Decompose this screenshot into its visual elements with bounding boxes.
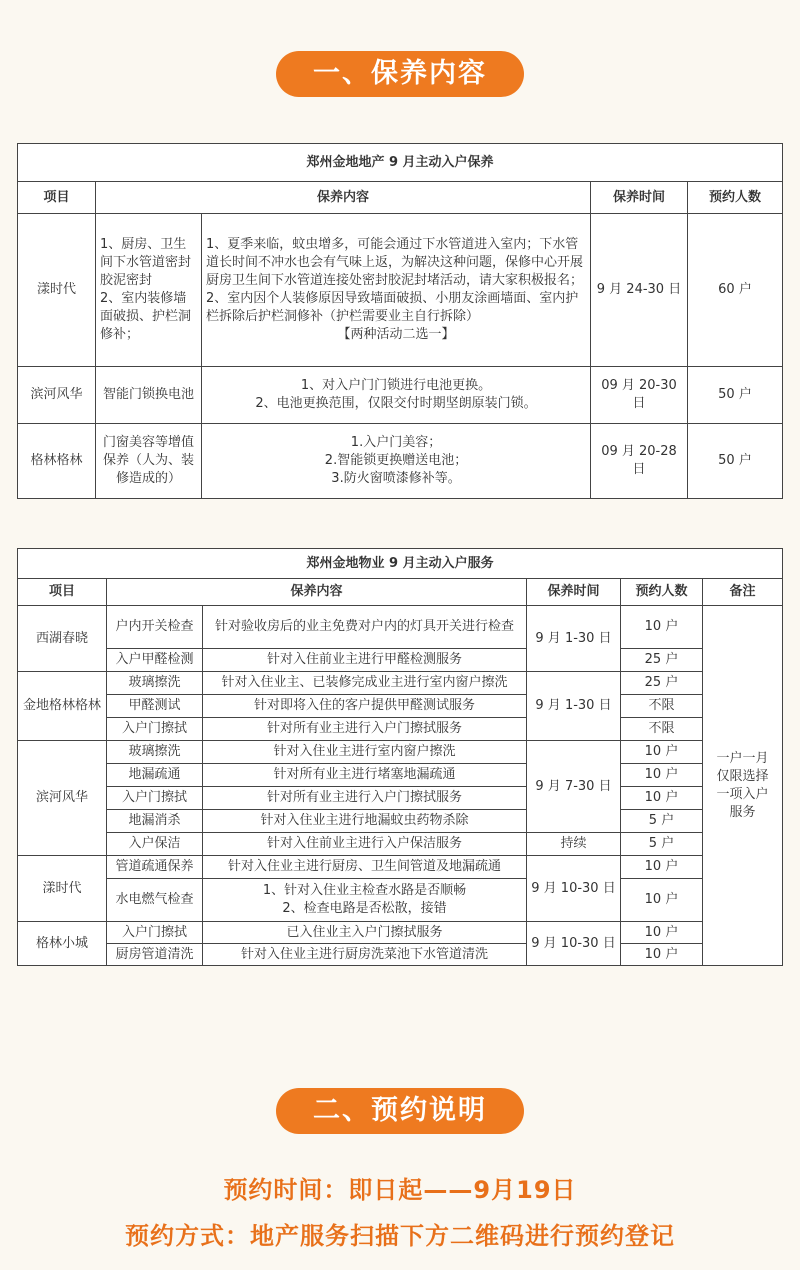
count-cell: 10 户	[621, 922, 703, 944]
table-row	[18, 787, 783, 810]
item-cell: 厨房管道清洗	[107, 944, 203, 966]
count-cell: 不限	[621, 718, 703, 741]
item-cell: 户内开关检查	[107, 606, 203, 649]
table-row	[18, 424, 783, 499]
time-cell: 9 月 1-30 日	[527, 672, 621, 741]
count-cell: 10 户	[621, 741, 703, 764]
booking-time: 预约时间：即日起——9月19日	[223, 1176, 577, 1204]
header-count: 预约人数	[688, 182, 783, 214]
item-cell: 门窗美容等增值保养（人为、装修造成的）	[96, 424, 202, 499]
desc-cell: 针对入住前业主进行入户保洁服务	[203, 833, 527, 856]
desc-cell: 已入住业主入户门擦拭服务	[203, 922, 527, 944]
count-cell: 25 户	[621, 649, 703, 672]
time-cell: 持续	[527, 833, 621, 856]
time-cell: 9 月 1-30 日	[527, 606, 621, 672]
desc-line: 1、针对入住业主检查水路是否顺畅	[262, 883, 467, 898]
table-row	[18, 764, 783, 787]
desc-cell: 针对入住前业主进行甲醛检测服务	[203, 649, 527, 672]
table-row	[18, 879, 783, 922]
detail-line: 3.防火窗喷漆修补等。	[331, 471, 461, 486]
detail-line: 1、对入户门门锁进行电池更换。	[300, 378, 492, 393]
count-cell: 60 户	[688, 214, 783, 367]
desc-cell: 针对所有业主进行入户门擦拭服务	[203, 787, 527, 810]
count-cell: 5 户	[621, 810, 703, 833]
item-cell: 管道疏通保养	[107, 856, 203, 879]
time-cell: 9 月 10-30 日	[527, 856, 621, 922]
count-cell: 10 户	[621, 944, 703, 966]
project-cell: 滨河风华	[18, 741, 107, 856]
table-title: 郑州金地物业 9 月主动入户服务	[18, 549, 783, 579]
item-line: 1、厨房、卫生间下水管道密封胶泥密封	[100, 237, 192, 288]
time-cell: 9 月 7-30 日	[527, 741, 621, 833]
count-cell: 10 户	[621, 856, 703, 879]
detail-cell	[202, 214, 591, 367]
project-cell: 格林小城	[18, 922, 107, 966]
header-project: 项目	[18, 182, 96, 214]
desc-cell: 针对入住业主、已装修完成业主进行室内窗户擦洗	[203, 672, 527, 695]
header-time: 保养时间	[591, 182, 688, 214]
desc-line: 2、检查电路是否松散，接错	[282, 901, 447, 916]
item-cell: 玻璃擦洗	[107, 672, 203, 695]
time-cell: 9 月 24-30 日	[591, 214, 688, 367]
count-cell: 50 户	[688, 367, 783, 424]
count-cell: 10 户	[621, 764, 703, 787]
table-row	[18, 856, 783, 879]
item-cell: 甲醛测试	[107, 695, 203, 718]
desc-cell: 针对验收房后的业主免费对户内的灯具开关进行检查	[203, 606, 527, 649]
detail-cell	[202, 367, 591, 424]
table-row	[18, 214, 783, 367]
item-cell: 入户门擦拭	[107, 787, 203, 810]
header-count: 预约人数	[621, 579, 703, 606]
header-content: 保养内容	[96, 182, 591, 214]
time-cell: 9 月 10-30 日	[527, 922, 621, 966]
item-line: 2、室内装修墙面破损、护栏洞修补；	[100, 291, 192, 342]
table-row	[18, 741, 783, 764]
detail-line: 1.入户门美容；	[350, 435, 442, 450]
count-cell: 10 户	[621, 879, 703, 922]
desc-cell	[203, 879, 527, 922]
count-cell: 10 户	[621, 606, 703, 649]
item-cell	[96, 214, 202, 367]
table-row	[18, 606, 783, 649]
table-row	[18, 810, 783, 833]
detail-line: 1、夏季来临，蚊虫增多，可能会通过下水管道进入室内；下水管道长时间不冲水也会有气味上返，为解决这种问题，保修中心开展厨房卫生间下水管道连接处密封胶泥封堵活动，请大家积极报名；	[206, 237, 584, 288]
count-cell: 不限	[621, 695, 703, 718]
detail-line: 2.智能锁更换赠送电池；	[324, 453, 468, 468]
time-cell: 09 月 20-30 日	[591, 367, 688, 424]
count-cell: 50 户	[688, 424, 783, 499]
item-cell: 玻璃擦洗	[107, 741, 203, 764]
header-time: 保养时间	[527, 579, 621, 606]
section-1-title: 一、保养内容	[276, 51, 524, 97]
desc-cell: 针对入住业主进行厨房、卫生间管道及地漏疏通	[203, 856, 527, 879]
count-cell: 5 户	[621, 833, 703, 856]
table-title: 郑州金地地产 9 月主动入户保养	[18, 144, 783, 182]
item-cell: 入户门擦拭	[107, 718, 203, 741]
item-cell: 入户保洁	[107, 833, 203, 856]
desc-cell: 针对所有业主进行入户门擦拭服务	[203, 718, 527, 741]
header-content: 保养内容	[107, 579, 527, 606]
item-cell: 智能门锁换电池	[96, 367, 202, 424]
count-cell: 10 户	[621, 787, 703, 810]
property-service-table	[17, 548, 783, 966]
detail-cell	[202, 424, 591, 499]
desc-cell: 针对入住业主进行厨房洗菜池下水管道清洗	[203, 944, 527, 966]
desc-cell: 针对入住业主进行室内窗户擦洗	[203, 741, 527, 764]
booking-method: 预约方式：地产服务扫描下方二维码进行预约登记	[125, 1222, 675, 1250]
item-cell: 入户甲醛检测	[107, 649, 203, 672]
project-cell: 金地格林格林	[18, 672, 107, 741]
project-cell: 漾时代	[18, 214, 96, 367]
detail-line: 【两种活动二选一】	[337, 327, 455, 342]
project-cell: 格林格林	[18, 424, 96, 499]
header-project: 项目	[18, 579, 107, 606]
note-cell: 一户一月仅限选择一项入户服务	[703, 606, 783, 966]
table-row	[18, 695, 783, 718]
property-maintenance-table	[17, 143, 783, 499]
desc-cell: 针对即将入住的客户提供甲醛测试服务	[203, 695, 527, 718]
item-cell: 水电燃气检查	[107, 879, 203, 922]
table-row	[18, 718, 783, 741]
header-note: 备注	[703, 579, 783, 606]
item-cell: 地漏疏通	[107, 764, 203, 787]
table-row	[18, 922, 783, 944]
table-row	[18, 944, 783, 966]
detail-line: 2、室内因个人装修原因导致墙面破损、小朋友涂画墙面、室内护栏拆除后护栏洞修补（护栏需要业主自行拆除）	[206, 291, 579, 324]
detail-line: 2、电池更换范围，仅限交付时期坚朗原装门锁。	[255, 396, 537, 411]
project-cell: 西湖春晓	[18, 606, 107, 672]
table-row	[18, 649, 783, 672]
project-cell: 漾时代	[18, 856, 107, 922]
section-2-title: 二、预约说明	[276, 1088, 524, 1134]
project-cell: 滨河风华	[18, 367, 96, 424]
desc-cell: 针对入住业主进行地漏蚊虫药物杀除	[203, 810, 527, 833]
table-row	[18, 833, 783, 856]
item-cell: 入户门擦拭	[107, 922, 203, 944]
table-row	[18, 367, 783, 424]
count-cell: 25 户	[621, 672, 703, 695]
table-row	[18, 672, 783, 695]
time-cell: 09 月 20-28 日	[591, 424, 688, 499]
item-cell: 地漏消杀	[107, 810, 203, 833]
desc-cell: 针对所有业主进行堵塞地漏疏通	[203, 764, 527, 787]
